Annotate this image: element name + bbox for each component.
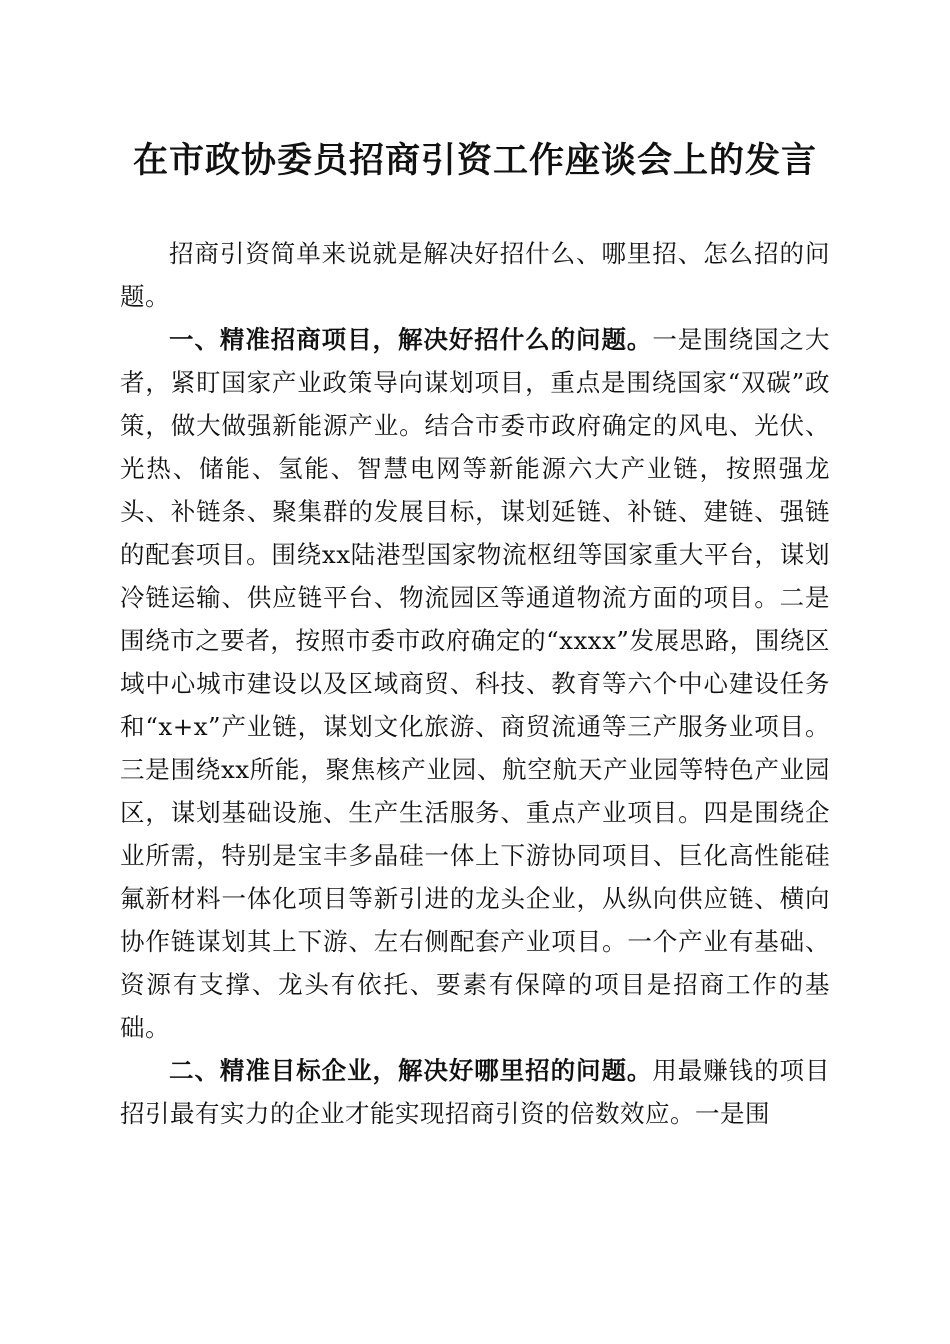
paragraph-text: 招商引资简单来说就是解决好招什么、哪里招、怎么招的问题。 (120, 239, 830, 311)
section-heading: 二、精准目标企业，解决好哪里招的问题。 (169, 1056, 653, 1085)
paragraph-text: 用最赚钱的项目招引最有实力的企业才能实现招商引资的倍数效应。一是围 (120, 1056, 830, 1128)
paragraph-intro (120, 232, 830, 318)
document-body (120, 232, 830, 1135)
paragraph-text: 一是围绕国之大者，紧盯国家产业政策导向谋划项目，重点是围绕国家“双碳”政策，做大做强新能源产业。结合市委市政府确定的风电、光伏、光热、储能、氢能、智慧电网等新能源六大产业链，按照强龙头、补链条、聚集群的发展目标，谋划延链、补链、建链、强链的配套项目。围绕xx陆港型国家物流枢纽等国家重大平台，谋划冷链运输、供应链平台、物流园区等通道物流方面的项目。二是围绕市之要者，按照市委市政府确定的“xxxx”发展思路，围绕区域中心城市建设以及区域商贸、科技、教育等六个中心建设任务和“x+x”产业链，谋划文化旅游、商贸流通等三产服务业项目。三是围绕xx所能，聚焦核产业园、航空航天产业园等特色产业园区，谋划基础设施、生产生活服务、重点产业项目。四是围绕企业所需，特别是宝丰多晶硅一体上下游协同项目、巨化高性能硅氟新材料一体化项目等新引进的龙头企业，从纵向供应链、横向协作链谋划其上下游、左右侧配套产业项目。一个产业有基础、资源有支撑、龙头有依托、要素有保障的项目是招商工作的基础。 (120, 325, 830, 1042)
paragraph-section-1 (120, 318, 830, 1049)
section-heading: 一、精准招商项目，解决好招什么的问题。 (169, 325, 653, 354)
document-title: 在市政协委员招商引资工作座谈会上的发言 (132, 140, 817, 181)
paragraph-section-2 (120, 1049, 830, 1135)
